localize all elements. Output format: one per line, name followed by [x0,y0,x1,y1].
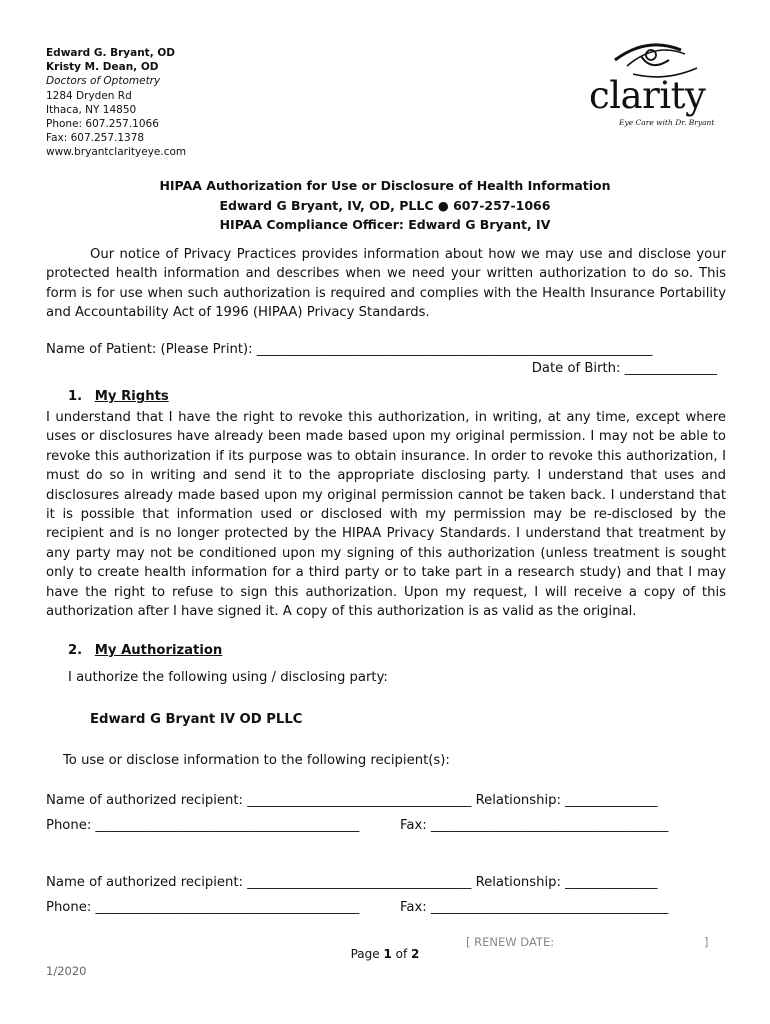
specialty: Doctors of Optometry [46,75,161,88]
recipient-1-fax-field[interactable]: ____________________________________ [430,818,669,833]
relationship-label: Relationship: [471,793,566,808]
renew-date-close: ] [704,935,709,949]
dob-row [532,359,717,378]
patient-name-field[interactable]: ____________________________________________________________ [256,342,653,357]
authorization-intro: I authorize the following using / disclosing party: [68,670,388,685]
dob-field[interactable]: ______________ [624,361,717,376]
section-1-heading [68,389,169,404]
section-1-title: My Rights [94,389,169,404]
recipient-1-fax-row [400,816,668,835]
fax-label: Fax: [400,818,431,833]
page-number: Page 1 of 2 [350,947,420,961]
patient-name-row [46,340,652,359]
doctor-name-1: Edward G. Bryant, OD [46,47,175,59]
recipient-1-phone-field[interactable]: ________________________________________ [95,818,360,833]
compliance-officer: HIPAA Compliance Officer: Edward G Bryant, IV [219,217,551,232]
phone-label: Phone: [46,900,96,915]
fax-number: Fax: 607.257.1378 [46,132,145,145]
practice-line: Edward G Bryant, IV, OD, PLLC ● 607-257-1066 [219,197,551,213]
recipient-1-name-row [46,791,657,810]
practice-header [46,46,186,160]
recipient-name-label: Name of authorized recipient: [46,875,248,890]
document-titles [0,176,770,235]
section-1-number: 1. [68,389,83,404]
rights-paragraph: I understand that I have the right to revoke this authorization, in writing, at any time, except where uses or disclosures have already been made based upon my original permission. I may not be able to revoke this authorization if its purpose was to obtain insurance. In order to revoke this authorization, I must do so in writing and send it to the appropriate disclosing party. I understand that uses and disclosures already made based upon my original permission cannot be taken back. I understand that it is possible that information used or disclosed with my permission may be re-disclosed by the recipient and is no longer protected by the HIPAA Privacy Standards. I understand that treatment by any party may not be conditioned upon my signing of this authorization (unless treatment is sought only to create health information for a third party or to take part in a research study) and that I may have the right to refuse to sign this authorization. Upon my request, I will receive a copy of this authorization after I have signed it. A copy of this authorization is as valid as the original. [46,410,726,620]
recipient-name-label: Name of authorized recipient: [46,793,248,808]
address-line-2: Ithaca, NY 14850 [46,103,137,116]
recipient-1-name-field[interactable]: __________________________________ [247,793,472,808]
recipient-2-name-row [46,873,657,892]
recipient-1-relationship-field[interactable]: ______________ [565,793,658,808]
recipient-2-phone-field[interactable]: ________________________________________ [95,900,360,915]
section-2-heading [68,643,222,658]
logo-wordmark: clarity [589,74,706,117]
recipient-2-name-field[interactable]: __________________________________ [247,875,472,890]
section-2-number: 2. [68,643,83,658]
patient-name-label: Name of Patient: (Please Print): [46,342,257,357]
phone-number: Phone: 607.257.1066 [46,118,159,131]
logo-tagline: Eye Care with Dr. Bryant [619,118,715,127]
renew-date-label: [ RENEW DATE: [466,935,555,949]
section-2-title: My Authorization [94,643,223,658]
recipient-2-fax-field[interactable]: ____________________________________ [430,900,669,915]
dob-label: Date of Birth: [531,361,625,376]
phone-label: Phone: [46,818,96,833]
recipients-intro: To use or disclose information to the following recipient(s): [63,753,450,768]
recipient-2-relationship-field[interactable]: ______________ [565,875,658,890]
disclosing-party: Edward G Bryant IV OD PLLC [90,712,303,727]
recipient-2-fax-row [400,898,668,917]
form-version: 1/2020 [46,964,87,978]
recipient-2-phone-row [46,898,359,917]
clarity-logo [585,38,735,130]
relationship-label: Relationship: [471,875,566,890]
doctor-name-2: Kristy M. Dean, OD [46,61,159,74]
fax-label: Fax: [400,900,431,915]
document-title: HIPAA Authorization for Use or Disclosure of Health Information [159,178,611,193]
recipient-1-phone-row [46,816,359,835]
address-line-1: 1284 Dryden Rd [46,89,132,102]
website-link[interactable]: www.bryantclarityeye.com [46,146,187,159]
intro-paragraph: Our notice of Privacy Practices provides information about how we may use and disclose your protected health information and describes when we need your written authorization to do so. This form is for use when such authorization is required and complies with the Health Insurance Portability and Accountability Act of 1996 (HIPAA) Privacy Standards. [46,247,726,321]
